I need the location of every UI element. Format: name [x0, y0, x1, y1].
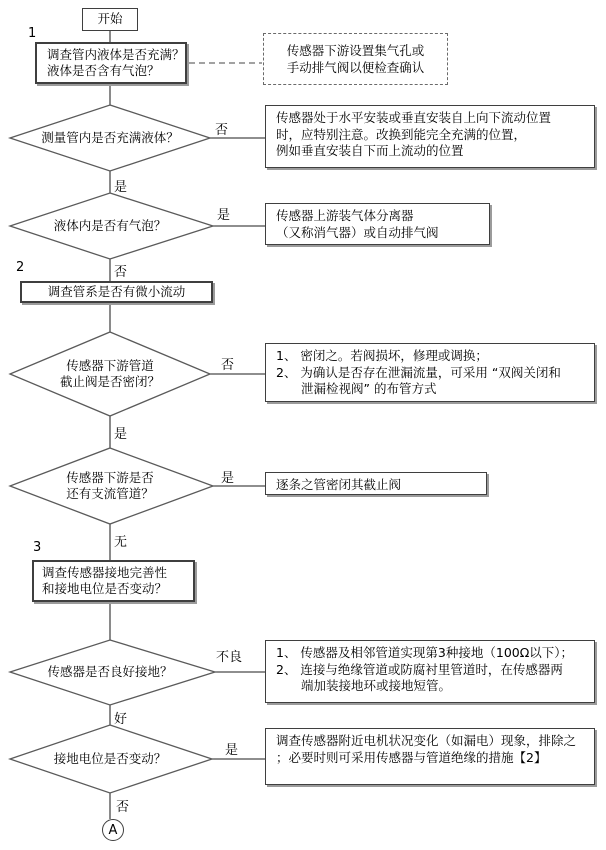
step-label-2: 2	[16, 260, 25, 275]
edge-label-grounding-bad: 不良	[216, 650, 243, 665]
decision-valve-sealed-text: 传感器下游管道 截止阀是否密闭？	[59, 358, 160, 390]
edge-label-valve-no: 否	[221, 358, 235, 373]
edge-label-bubbles-yes: 是	[217, 208, 231, 223]
note-motor-leakage: 调查传感器附近电机状况变化（如漏电）现象，排除之 ；必要时则可采用传感器与管道绝缘的措施【2】	[265, 728, 595, 785]
edge-label-branch-yes: 是	[221, 471, 235, 486]
decision-tube-full-text: 测量管内是否充满液体？	[41, 130, 179, 145]
process-check-flow: 调查管系是否有微小流动	[20, 281, 213, 303]
edge-label-grounding-good: 好	[114, 712, 128, 727]
note-gas-separator: 传感器上游装气体分离器 （又称消气器）或自动排气阀	[265, 203, 490, 245]
note-close-branch-valves: 逐条之管密闭其截止阀	[265, 472, 487, 495]
decision-branch-pipes-text: 传感器下游是否 还有支流管道？	[66, 470, 154, 502]
edge-label-potential-yes: 是	[225, 743, 239, 758]
edge-label-valve-yes: 是	[114, 427, 128, 442]
process-check-liquid: 调查管内液体是否充满？ 液体是否含有气泡？	[35, 42, 187, 84]
edge-label-tube-full-no: 否	[215, 123, 229, 138]
note-grounding-measures: 1、 传感器及相邻管道实现第3种接地（100Ω以下）； 2、 连接与绝缘管道或防腐衬里管道时，在传感器两 端加装接地环或接地短管。	[265, 640, 595, 703]
decision-diamonds	[10, 105, 215, 793]
decision-ground-potential-text: 接地电位是否变动？	[53, 751, 167, 766]
note-seal-valve: 1、 密闭之。若阀损坏，修理或调换； 2、 为确认是否存在泄漏流量，可采用 “双阀关闭和 泄漏检视阀” 的布管方式	[265, 343, 595, 402]
decision-bubbles-text: 液体内是否有气泡？	[53, 218, 167, 233]
edge-label-bubbles-no: 否	[114, 265, 128, 280]
edge-label-tube-full-yes: 是	[114, 180, 128, 195]
step-label-3: 3	[33, 540, 42, 555]
decision-good-grounding-text: 传感器是否良好接地？	[47, 664, 173, 679]
edge-label-potential-no: 否	[116, 800, 130, 815]
process-check-grounding: 调查传感器接地完善性 和接地电位是否变动？	[32, 560, 195, 602]
connector-a: A	[102, 819, 124, 841]
edge-label-branch-none: 无	[114, 535, 128, 550]
step-label-1: 1	[28, 26, 37, 41]
note-install-position: 传感器处于水平安装或垂直安装自上向下流动位置 时，应特别注意。改换到能完全充满的位置， 例如垂直安装自下而上流动的位置	[265, 105, 595, 168]
note-dashed-vent-valve: 传感器下游设置集气孔或 手动排气阀以便检查确认	[263, 33, 448, 85]
start-node: 开始	[82, 8, 138, 31]
